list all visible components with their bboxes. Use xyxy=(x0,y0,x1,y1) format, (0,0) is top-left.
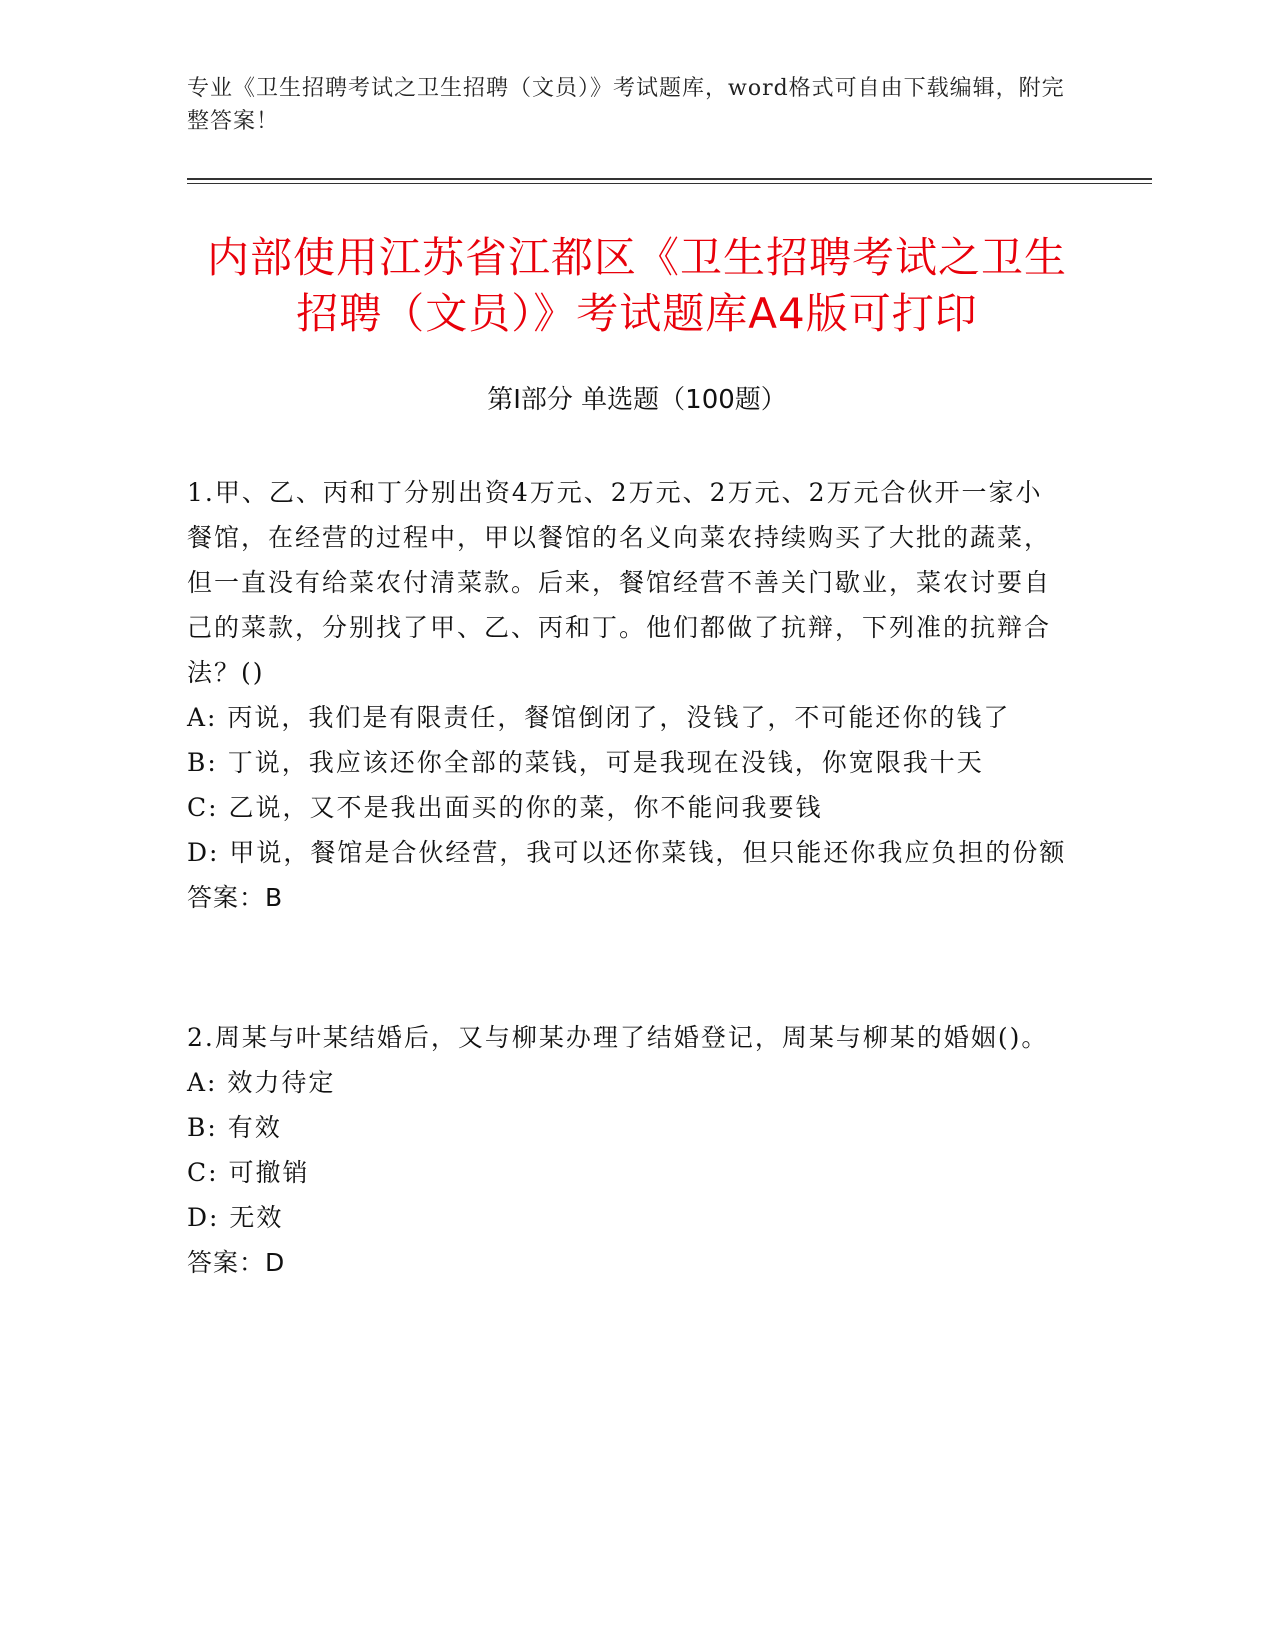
answer: 答案：D xyxy=(187,1248,286,1277)
option-a: A: 效力待定 xyxy=(187,1068,336,1097)
option-b: B: 丁说，我应该还你全部的菜钱，可是我现在没钱，你宽限我十天 xyxy=(187,748,984,777)
question-1 xyxy=(187,470,1067,920)
question-stem: 1.甲、乙、丙和丁分别出资4万元、2万元、2万元、2万元合伙开一家小餐馆，在经营的过程中，甲以餐馆的名义向菜农持续购买了大批的蔬菜，但一直没有给菜农付清菜款。后来，餐馆经营不善关门歇业，菜农讨要自己的菜款，分别找了甲、乙、丙和丁。他们都做了抗辩，下列准的抗辩合法？() xyxy=(187,478,1052,687)
question-2 xyxy=(187,1015,1067,1285)
header-divider xyxy=(187,178,1152,180)
option-b: B: 有效 xyxy=(187,1113,282,1142)
answer: 答案：B xyxy=(187,883,284,912)
option-a: A: 丙说，我们是有限责任，餐馆倒闭了，没钱了，不可能还你的钱了 xyxy=(187,703,1011,732)
option-d: D: 甲说，餐馆是合伙经营，我可以还你菜钱，但只能还你我应负担的份额 xyxy=(187,838,1067,867)
question-stem: 2.周某与叶某结婚后，又与柳某办理了结婚登记，周某与柳某的婚姻()。 xyxy=(187,1023,1049,1052)
option-d: D: 无效 xyxy=(187,1203,284,1232)
header-note: 专业《卫生招聘考试之卫生招聘（文员）》考试题库，word格式可自由下载编辑，附完整答案！ xyxy=(187,76,1065,134)
header-divider-thin xyxy=(187,183,1152,184)
section-title: 第Ⅰ部分 单选题（100题） xyxy=(487,385,787,415)
document-title: 内部使用江苏省江都区《卫生招聘考试之卫生招聘（文员）》考试题库A4版可打印 xyxy=(206,233,1067,338)
option-c: C: 可撤销 xyxy=(187,1158,310,1187)
option-c: C: 乙说，又不是我出面买的你的菜，你不能问我要钱 xyxy=(187,793,823,822)
